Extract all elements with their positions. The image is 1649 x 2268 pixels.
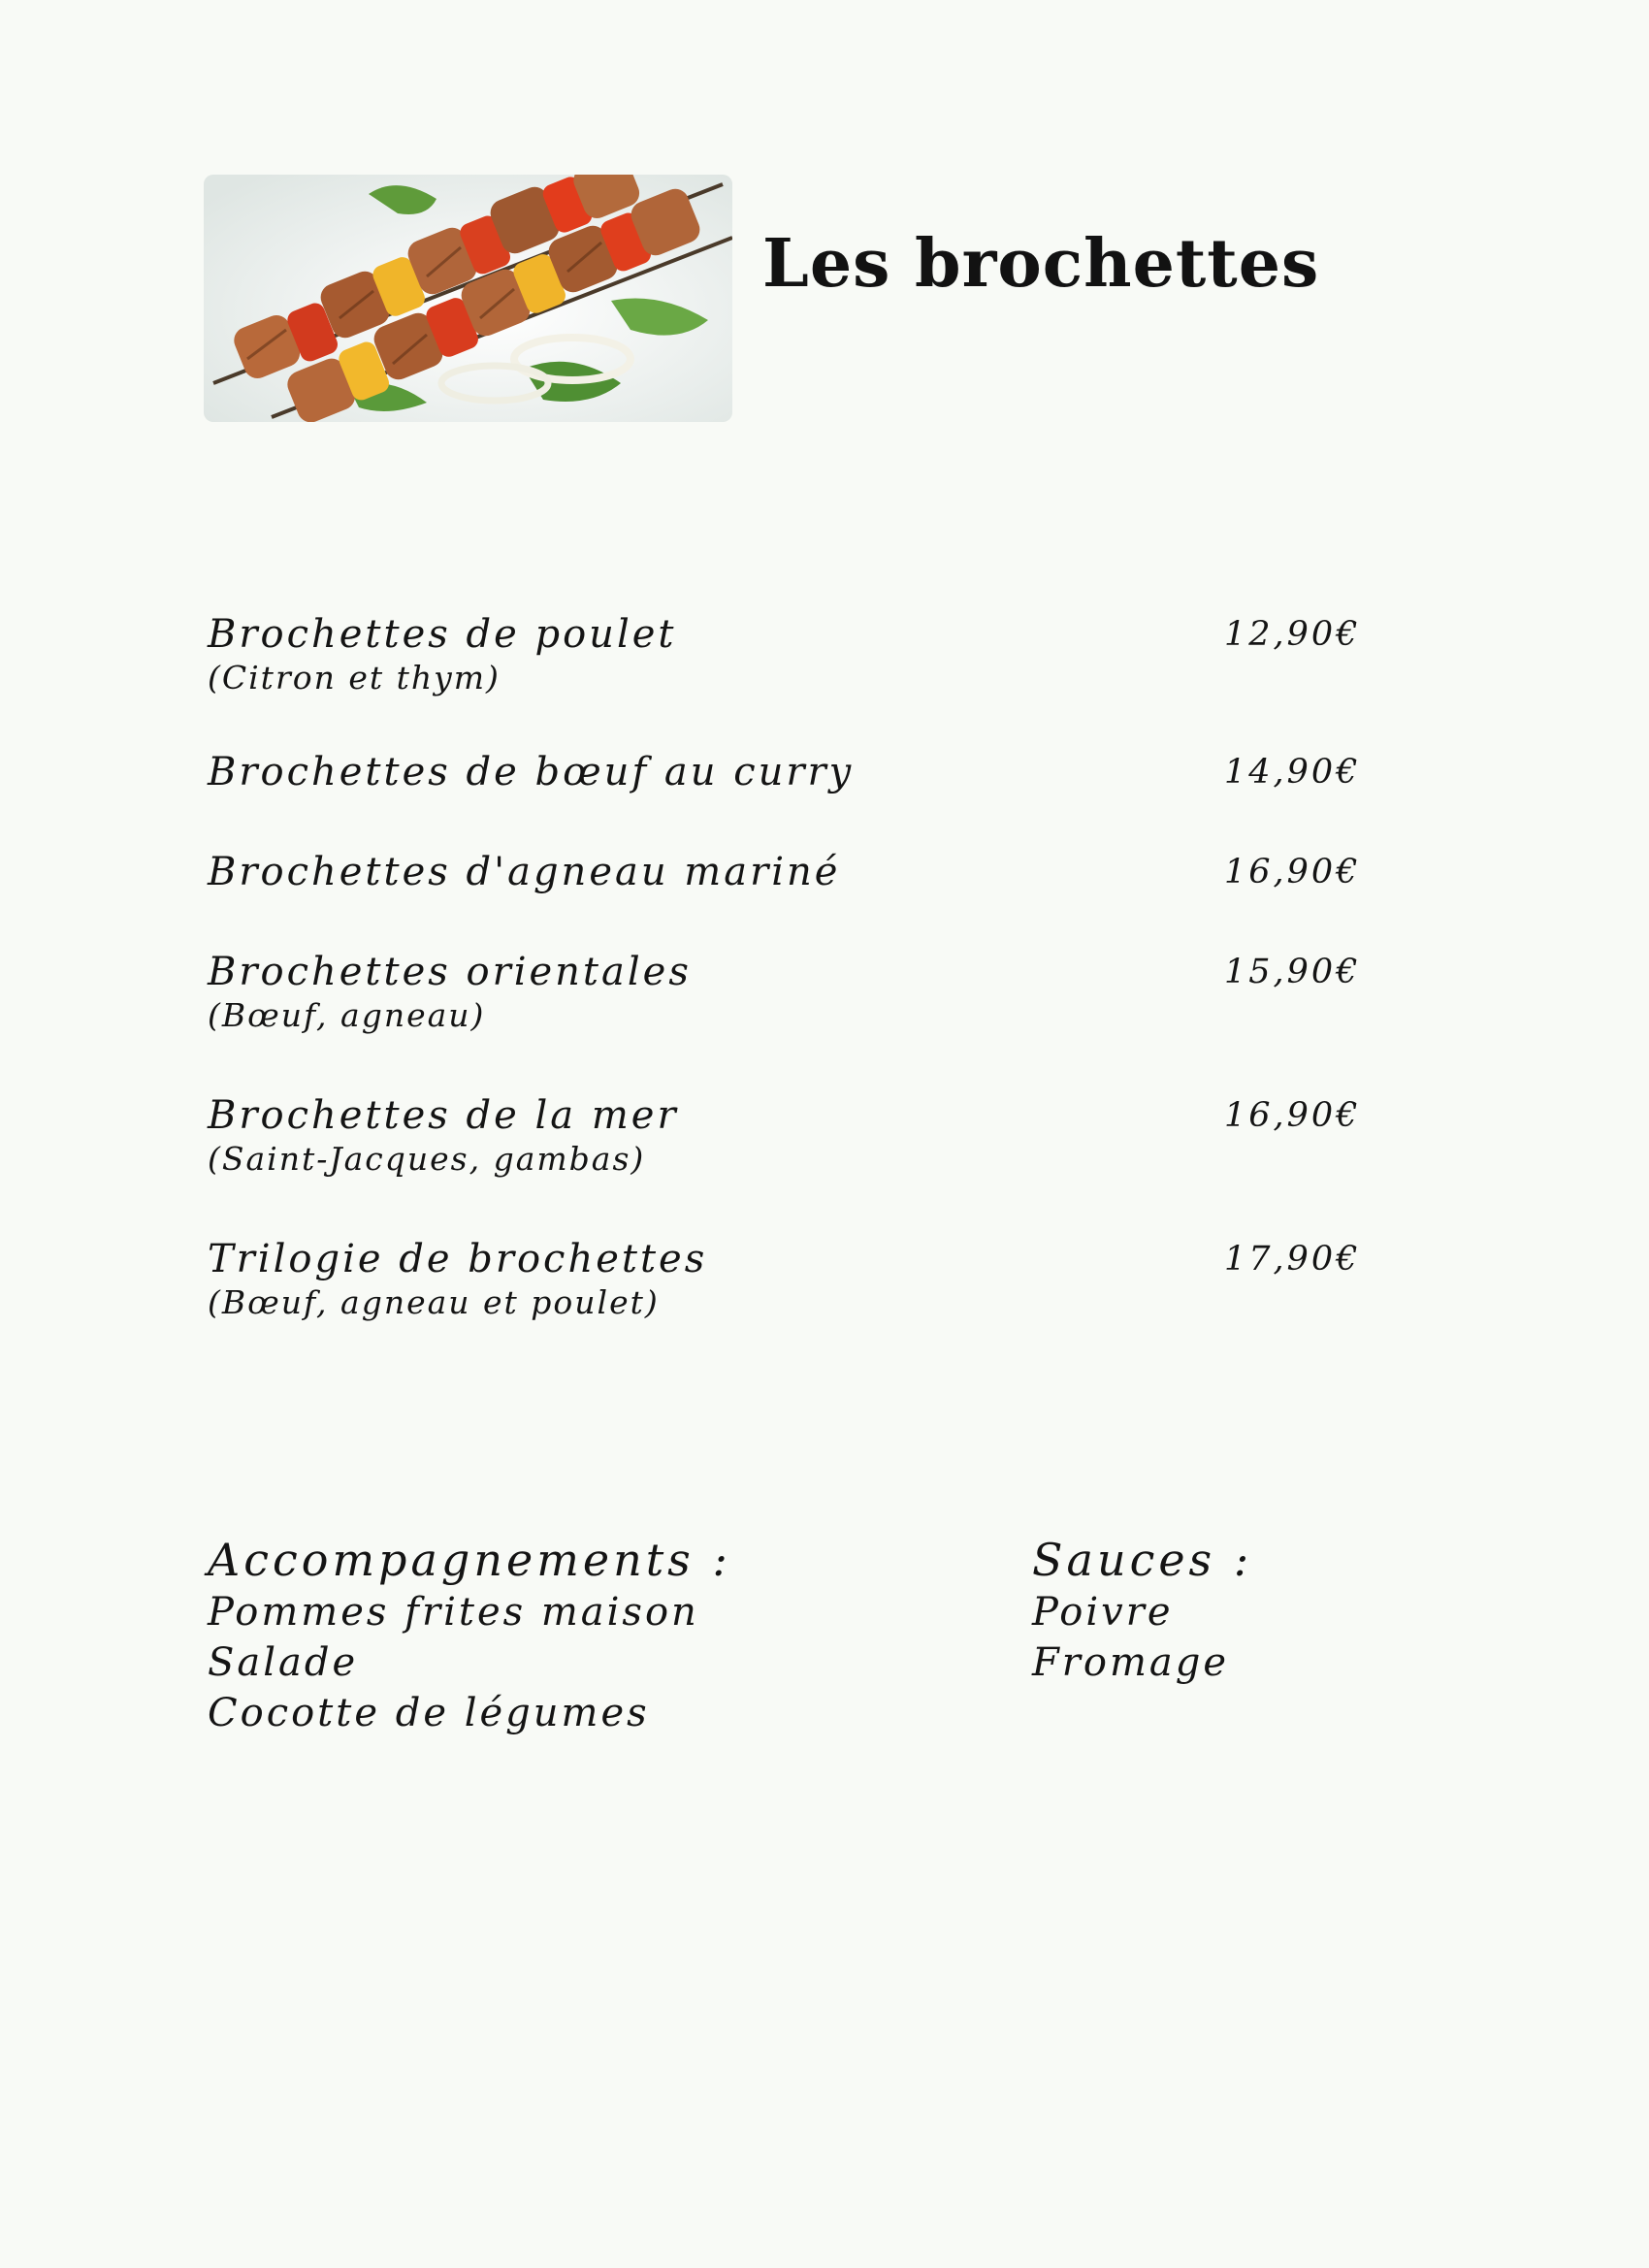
item-name: Trilogie de brochettes [208, 1237, 708, 1281]
item-price: 16,90€ [1224, 1096, 1361, 1135]
item-price: 14,90€ [1224, 753, 1361, 792]
item-note: (Saint-Jacques, gambas) [208, 1140, 646, 1178]
menu-item [208, 849, 1372, 895]
side-item: Salade [208, 1640, 359, 1685]
item-name: Brochettes de bœuf au curry [208, 750, 855, 794]
item-price: 17,90€ [1224, 1240, 1361, 1279]
item-name: Brochettes d'agneau mariné [208, 850, 841, 894]
menu-item [208, 1236, 1372, 1323]
menu-item [208, 749, 1372, 795]
menu-item [208, 611, 1372, 698]
sides-heading: Accompagnements : [208, 1534, 731, 1586]
item-note: (Bœuf, agneau et poulet) [208, 1283, 660, 1321]
menu-item [208, 949, 1372, 1036]
item-price: 12,90€ [1224, 615, 1361, 654]
menu-item [208, 1092, 1372, 1180]
item-name: Brochettes de la mer [208, 1093, 679, 1138]
item-name: Brochettes orientales [208, 950, 692, 994]
item-note: (Citron et thym) [208, 659, 501, 697]
page-title: Les brochettes [762, 225, 1320, 303]
sauce-item: Fromage [1032, 1640, 1230, 1685]
menu-list [208, 611, 1372, 1323]
item-price: 16,90€ [1224, 853, 1361, 891]
sauces-section [1032, 1533, 1252, 1688]
sides-section [208, 1533, 731, 1738]
skewers-photo [204, 175, 732, 422]
side-item: Pommes frites maison [208, 1590, 699, 1635]
item-price: 15,90€ [1224, 953, 1361, 991]
sauces-heading: Sauces : [1032, 1534, 1253, 1586]
item-note: (Bœuf, agneau) [208, 996, 486, 1034]
side-item: Cocotte de légumes [208, 1691, 650, 1735]
item-name: Brochettes de poulet [208, 612, 677, 657]
sauce-item: Poivre [1032, 1590, 1174, 1635]
